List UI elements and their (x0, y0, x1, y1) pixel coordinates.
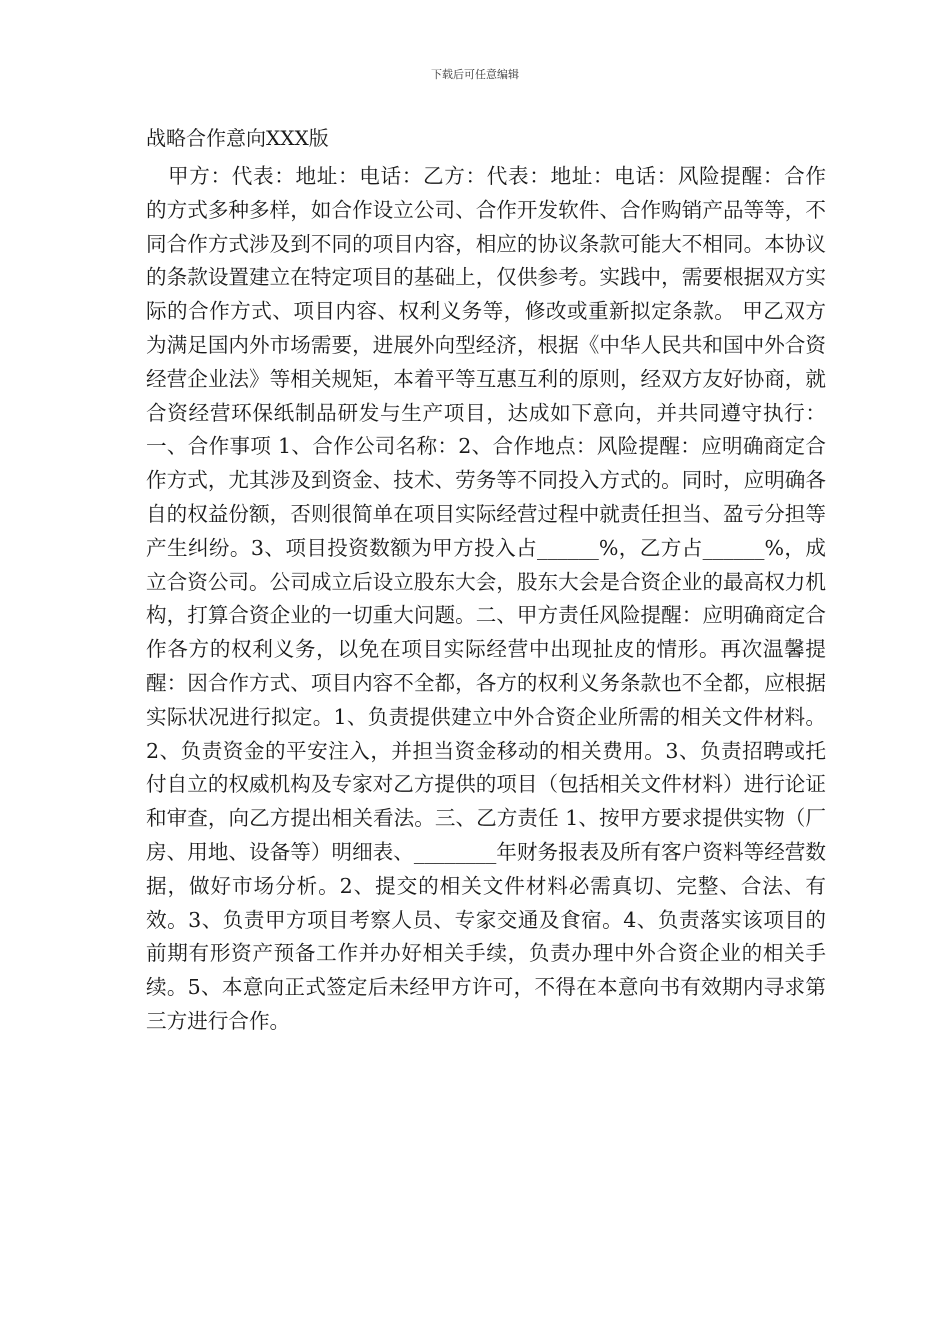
header-note: 下载后可任意编辑 (431, 68, 519, 81)
document-title: 战略合作意向XXX版 (146, 126, 329, 150)
document-body: 甲方：代表：地址：电话：乙方：代表：地址：电话：风险提醒：合作的方式多种多样，如合作设立公司、合作开发软件、合作购销产品等等，不同合作方式涉及到不同的项目内容，相应的协议条款可能大不相同。本协议的条款设置建立在特定项目的基础上，仅供参考。实践中，需要根据双方实际的合作方式、项目内容、权利义务等，修改或重新拟定条款。 甲乙双方为满足国内外市场需要，进展外向型经济，根据《中华人民共和国中外合资经营企业法》等相关规矩，本着平等互惠互利的原则，经双方友好协商，就合资经营环保纸制品研发与生产项目，达成如下意向，并共同遵守执行：一、合作事项 1、合作公司名称：2、合作地点：风险提醒：应明确商定合作方式，尤其涉及到资金、技术、劳务等不同投入方式的。同时，应明确各自的权益份额，否则很简单在项目实际经营过程中就责任担当、盈亏分担等产生纠纷。3、项目投资数额为甲方投入占______%，乙方占______%，成立合资公司。公司成立后设立股东大会，股东大会是合资企业的最高权力机构，打算合资企业的一切重大问题。二、甲方责任风险提醒：应明确商定合作各方的权利义务，以免在项目实际经营中出现扯皮的情形。再次温馨提醒：因合作方式、项目内容不全都，各方的权利义务条款也不全都，应根据实际状况进行拟定。1、负责提供建立中外合资企业所需的相关文件材料。2、负责资金的平安注入，并担当资金移动的相关费用。3、负责招聘或托付自立的权威机构及专家对乙方提供的项目（包括相关文件材料）进行论证和审查，向乙方提出相关看法。三、乙方责任 1、按甲方要求提供实物（厂房、用地、设备等）明细表、________年财务报表及所有客户资料等经营数据，做好市场分析。2、提交的相关文件材料必需真切、完整、合法、有效。3、负责甲方项目考察人员、专家交通及食宿。4、负责落实该项目的前期有形资产预备工作并办好相关手续，负责办理中外合资企业的相关手续。5、本意向正式签定后未经甲方许可，不得在本意向书有效期内寻求第三方进行合作。 (146, 164, 826, 1033)
